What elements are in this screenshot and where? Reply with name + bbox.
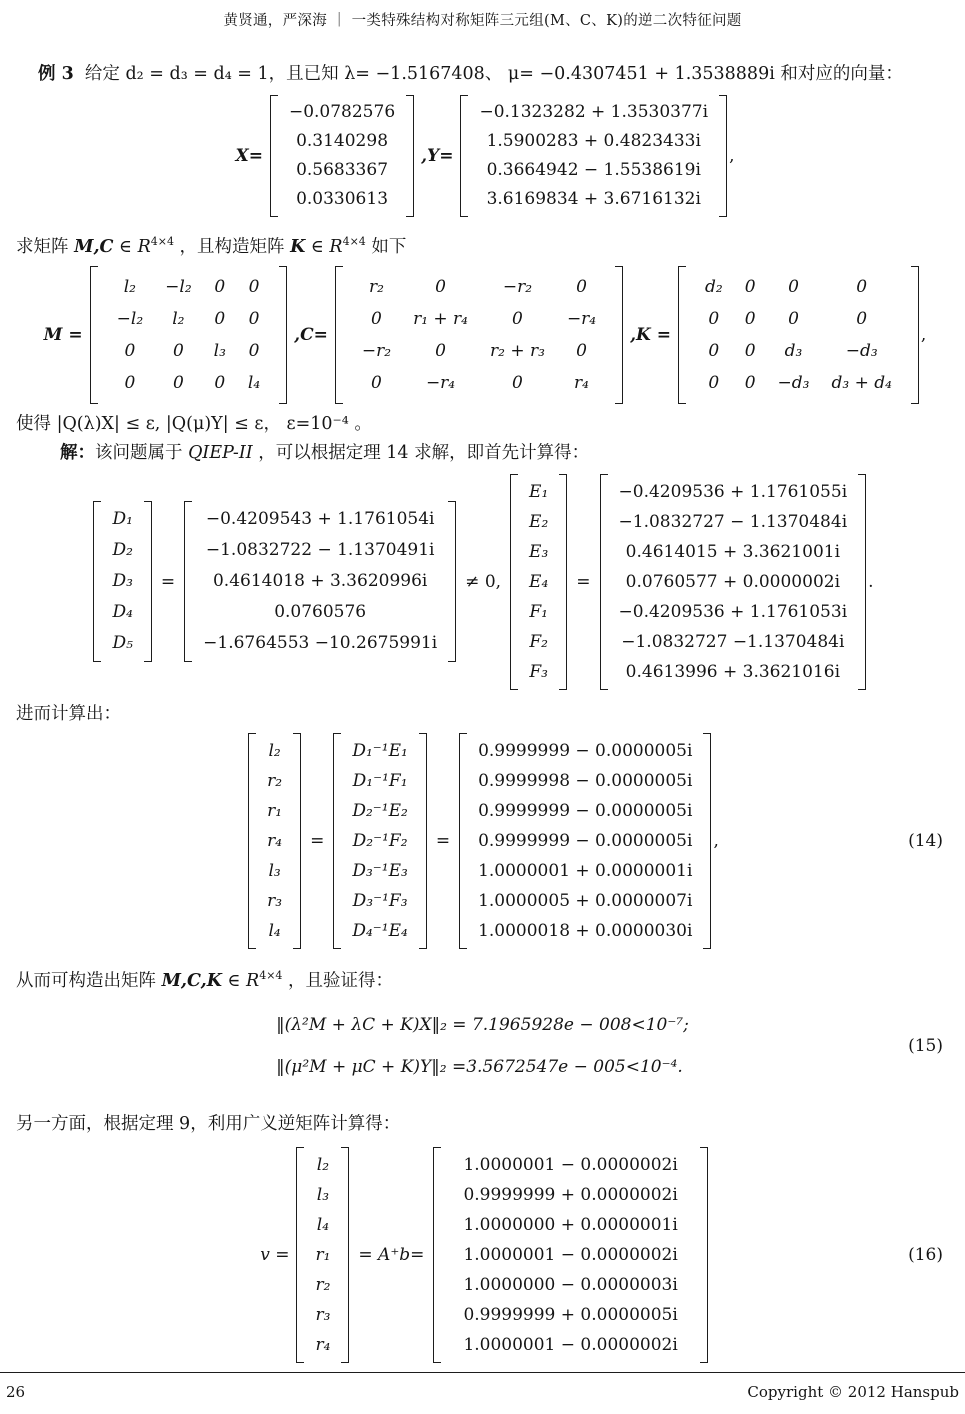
matrix-cell: l₂ — [123, 276, 137, 297]
matrix-cell: 0 — [708, 308, 720, 329]
matrix-cell: l₂ — [268, 740, 281, 761]
matrix-cell: r₁ + r₄ — [413, 308, 468, 329]
example-3-paragraph — [0, 62, 965, 87]
matrix-cell: 0 — [788, 308, 799, 329]
equation-mck-matrices — [0, 266, 965, 404]
matrix-cell: 0.3664942 − 1.5538619i — [486, 160, 701, 180]
equals-sign: = — [576, 571, 591, 592]
matrix-cell: 0.9999999 + 0.0000005i — [463, 1304, 678, 1325]
matrix-cell: 0.0330613 — [296, 189, 389, 209]
equation-tail-comma: , — [729, 146, 735, 166]
text-seg: 从而可构造出矩阵 — [16, 970, 162, 991]
text-seg: ，可以根据定理 14 求解，即首先计算得： — [252, 442, 590, 463]
ef-labels-matrix — [510, 474, 567, 690]
matrix-bracket-left — [90, 266, 98, 404]
matrix-cell: D₂ — [112, 540, 133, 561]
matrix-cell: d₃ — [784, 340, 803, 361]
matrix-cell: −0.4209543 + 1.1761054i — [205, 509, 435, 530]
equals-sign: = — [160, 571, 176, 592]
matrix-cell: 1.0000000 − 0.0000003i — [463, 1274, 678, 1295]
matrix-cell: d₃ + d₄ — [831, 372, 892, 393]
equation-14 — [0, 733, 965, 949]
matrix-cell: D₁⁻¹E₁ — [352, 740, 408, 761]
matrix-bracket-left — [460, 95, 468, 217]
matrix-cell: 0 — [744, 308, 756, 329]
matrix-cell: −r₂ — [361, 340, 392, 361]
matrix-bracket-left — [335, 266, 343, 404]
matrix-bracket-right — [719, 95, 727, 217]
solution-paragraph — [0, 441, 965, 466]
x-vector-lhs: X= — [235, 146, 263, 166]
matrix-cell: 1.0000001 − 0.0000002i — [463, 1154, 678, 1175]
c-matrix-grid — [343, 266, 615, 404]
matrix-cell: D₂⁻¹F₂ — [352, 830, 408, 851]
matrix-cell: F₂ — [529, 631, 548, 652]
matrix-cell: r₄ — [574, 372, 589, 393]
matrix-cell: −1.0832727 −1.1370484i — [621, 631, 845, 652]
example-label: 例 3 — [38, 64, 74, 84]
equation-def-values — [0, 474, 965, 690]
matrix-cell: −r₂ — [502, 276, 533, 297]
copyright-notice: Copyright © 2012 Hanspub — [747, 1383, 959, 1401]
lr-labels-matrix — [248, 733, 301, 949]
matrix-cell: 0.5683367 — [296, 160, 389, 180]
v-labels-column — [304, 1147, 341, 1363]
matrix-cell: r₃ — [315, 1304, 331, 1325]
matrix-bracket-left — [433, 1147, 441, 1363]
k-matrix-grid — [686, 266, 911, 404]
matrix-bracket-right — [700, 1147, 708, 1363]
text-seg: 该问题属于 — [95, 442, 189, 463]
matrix-cell: F₃ — [529, 661, 548, 682]
matrix-cell: −1.6764553 −10.2675991i — [203, 633, 438, 654]
matrix-bracket-right — [559, 474, 567, 690]
y-vector-column — [468, 95, 719, 217]
matrix-cell: 0.0760576 — [274, 602, 367, 623]
matrix-cell: 0 — [214, 372, 226, 393]
matrix-cell: l₄ — [247, 372, 261, 393]
matrix-cell: 0.9999999 − 0.0000005i — [478, 740, 693, 761]
matrix-bracket-left — [270, 95, 278, 217]
superscript-4x4: 4×4 — [342, 235, 366, 248]
matrix-cell: E₃ — [529, 541, 549, 562]
matrix-cell: 1.5900283 + 0.4823433i — [486, 131, 701, 151]
c-matrix — [335, 266, 623, 404]
matrix-cell: 0 — [744, 372, 756, 393]
matrix-cell: r₂ — [315, 1274, 331, 1295]
matrix-cell: 0 — [708, 340, 720, 361]
matrix-cell: 0 — [744, 276, 756, 297]
matrix-cell: −1.0832727 − 1.1370484i — [618, 511, 848, 532]
matrix-cell: 0 — [214, 308, 226, 329]
matrix-cell: 1.0000018 + 0.0000030i — [478, 920, 693, 941]
k-matrix — [678, 266, 919, 404]
not-equal-zero: ≠ 0, — [465, 571, 502, 592]
eq16-values-matrix — [433, 1147, 707, 1363]
x-vector-matrix — [270, 95, 414, 217]
equals-sign: = — [435, 830, 451, 851]
equation-number-14: (14) — [908, 830, 943, 851]
matrix-cell: 1.0000001 − 0.0000002i — [463, 1334, 678, 1355]
equation-tail-comma: , — [920, 324, 927, 345]
matrix-cell: d₂ — [704, 276, 723, 297]
matrix-cell: −0.1323282 + 1.3530377i — [479, 102, 709, 122]
matrix-cell: −l₂ — [116, 308, 144, 329]
matrix-bracket-right — [341, 1147, 349, 1363]
matrix-bracket-left — [600, 474, 608, 690]
matrix-bracket-right — [448, 501, 456, 662]
m-matrix-lhs: M = — [43, 324, 83, 345]
matrix-cell: −1.0832722 − 1.1370491i — [205, 540, 435, 561]
matrix-bracket-left — [459, 733, 467, 949]
matrix-cell: E₄ — [529, 571, 549, 592]
matrix-cell: 0 — [512, 308, 523, 329]
verify-paragraph — [0, 963, 965, 994]
matrix-cell: r₂ — [267, 770, 283, 791]
matrix-cell: 0 — [744, 340, 756, 361]
ef-labels-column — [518, 474, 559, 690]
matrix-cell: 0 — [248, 308, 260, 329]
matrix-cell: 0 — [124, 340, 136, 361]
matrix-cell: 0.0760577 + 0.0000002i — [625, 571, 841, 592]
m-matrix-grid — [98, 266, 280, 404]
matrix-cell: D₃⁻¹F₃ — [352, 890, 408, 911]
matrix-cell: 0 — [576, 340, 587, 361]
superscript-4x4: 4×4 — [150, 235, 174, 248]
de-inverse-matrix — [333, 733, 426, 949]
equation-number-15: (15) — [908, 1035, 943, 1056]
matrix-cell: 1.0000001 − 0.0000002i — [463, 1244, 678, 1265]
text-seg: ，且验证得： — [282, 970, 393, 991]
eq14-values-column — [467, 733, 703, 949]
matrix-cell: F₁ — [529, 601, 548, 622]
matrix-cell: 1.0000001 + 0.0000001i — [478, 860, 693, 881]
matrix-cell: 0.4614015 + 3.3621001i — [625, 541, 841, 562]
matrix-cell: −d₃ — [845, 340, 878, 361]
matrix-cell: −0.0782576 — [288, 102, 396, 122]
text-seg: 如下 — [365, 236, 407, 257]
matrix-cell: 0.9999998 − 0.0000005i — [478, 770, 693, 791]
m-matrix — [90, 266, 288, 404]
matrix-cell: r₄ — [267, 830, 283, 851]
matrix-cell: 0 — [788, 276, 799, 297]
footer-rule — [0, 1372, 965, 1373]
matrix-cell: D₃⁻¹E₃ — [352, 860, 408, 881]
equation-15 — [0, 1004, 965, 1088]
d-labels-matrix — [93, 501, 151, 662]
matrix-cell: 0 — [856, 276, 868, 297]
text-seg: ∈ R — [305, 236, 343, 257]
v-lhs: v = — [260, 1244, 290, 1265]
d-values-matrix — [184, 501, 456, 662]
matrix-cell: 0 — [708, 372, 720, 393]
matrix-cell: 1.0000000 + 0.0000001i — [463, 1214, 678, 1235]
k-matrix-lhs: ,K = — [630, 324, 671, 345]
matrix-cell: r₄ — [315, 1334, 331, 1355]
matrix-cell: E₁ — [529, 481, 549, 502]
matrix-cell: −r₄ — [425, 372, 456, 393]
matrix-bracket-right — [406, 95, 414, 217]
matrix-bracket-right — [911, 266, 919, 404]
matrix-cell: 0 — [248, 276, 260, 297]
text-seg: ∈ R — [221, 970, 260, 991]
x-vector-column — [278, 95, 406, 217]
matrix-bracket-left — [296, 1147, 304, 1363]
running-head — [0, 0, 965, 30]
matrix-bracket-right — [144, 501, 152, 662]
qiep-ii-label: QIEP-II — [188, 442, 253, 463]
matrix-cell: 0 — [248, 340, 260, 361]
matrix-cell: 0 — [856, 308, 868, 329]
eq14-values-matrix — [459, 733, 711, 949]
eq16-values-column — [441, 1147, 699, 1363]
norm-equations-box — [276, 1004, 689, 1088]
c-matrix-lhs: ,C= — [294, 324, 328, 345]
matrix-cell: l₃ — [268, 860, 281, 881]
matrix-cell: −r₄ — [566, 308, 597, 329]
matrix-cell: 0 — [435, 340, 446, 361]
matrix-cell: 0 — [371, 372, 382, 393]
matrix-cell: D₁ — [112, 509, 133, 530]
v-labels-matrix — [296, 1147, 349, 1363]
matrix-cell: D₅ — [112, 633, 133, 654]
d-values-column — [192, 501, 448, 662]
matrix-bracket-left — [93, 501, 101, 662]
matrix-bracket-left — [678, 266, 686, 404]
other-hand-paragraph — [0, 1112, 965, 1137]
condition-text: 使得 |Q(λ)X| ≤ ε, |Q(μ)Y| ≤ ε， ε=10⁻⁴ 。 — [16, 413, 372, 434]
text-seg: 求矩阵 — [16, 236, 75, 257]
matrix-bracket-right — [293, 733, 301, 949]
equation-xy-vectors — [0, 95, 965, 217]
matrix-cell: l₃ — [213, 340, 226, 361]
equation-tail-comma: , — [713, 830, 719, 851]
matrix-cell: 0.9999999 − 0.0000005i — [478, 800, 693, 821]
matrix-bracket-left — [184, 501, 192, 662]
matrix-cell: −l₂ — [165, 276, 192, 297]
matrix-cell: l₃ — [316, 1184, 330, 1205]
equation-tail-period: . — [868, 571, 874, 592]
ef-values-column — [608, 474, 859, 690]
matrix-cell: 0 — [124, 372, 136, 393]
matrix-cell: 0 — [172, 340, 184, 361]
matrix-cell: 0.9999999 + 0.0000002i — [463, 1184, 678, 1205]
matrix-cell: l₂ — [316, 1154, 330, 1175]
lr-labels-column — [256, 733, 293, 949]
matrix-k-symbol: K — [290, 236, 306, 257]
d-labels-column — [101, 501, 143, 662]
text-seg: ∈ R — [113, 236, 151, 257]
matrix-bracket-right — [615, 266, 623, 404]
matrix-cell: 3.6169834 + 3.6716132i — [486, 189, 701, 209]
norm-equation-lambda: ‖(λ²M + λC + K)X‖₂ = 7.1965928e − 008<10⁻⁷; — [276, 1014, 689, 1035]
ef-values-matrix — [600, 474, 867, 690]
matrix-cell: 0 — [172, 372, 184, 393]
matrix-cell: E₂ — [529, 511, 549, 532]
matrix-mc-symbol: M,C — [74, 236, 114, 257]
solution-label: 解： — [60, 442, 95, 463]
page-number: 26 — [6, 1383, 26, 1401]
matrix-bracket-right — [419, 733, 427, 949]
matrix-cell: −0.4209536 + 1.1761053i — [618, 601, 848, 622]
then-compute-paragraph — [0, 702, 965, 727]
superscript-4x4: 4×4 — [259, 968, 283, 982]
matrix-cell: −d₃ — [777, 372, 810, 393]
matrix-cell: 0.3140298 — [296, 131, 389, 151]
matrix-cell: r₁ — [267, 800, 283, 821]
matrix-bracket-left — [510, 474, 518, 690]
matrix-cell: r₂ + r₃ — [490, 340, 545, 361]
matrix-cell: 0 — [512, 372, 523, 393]
matrix-cell: D₄⁻¹E₄ — [352, 920, 408, 941]
de-inverse-column — [341, 733, 418, 949]
matrix-cell: 0 — [214, 276, 226, 297]
matrix-cell: 0.4613996 + 3.3621016i — [625, 661, 841, 682]
matrix-cell: 0 — [576, 276, 587, 297]
norm-equation-mu: ‖(μ²M + μC + K)Y‖₂ =3.5672547e − 005<10⁻⁴. — [276, 1056, 683, 1077]
equation-number-16: (16) — [908, 1244, 943, 1265]
equation-16 — [0, 1147, 965, 1363]
matrix-cell: 0 — [371, 308, 382, 329]
matrix-cell: D₄ — [112, 602, 133, 623]
matrix-cell: l₄ — [316, 1214, 330, 1235]
matrix-cell: D₃ — [112, 571, 133, 592]
matrix-cell: r₂ — [368, 276, 384, 297]
matrix-cell: D₁⁻¹F₁ — [352, 770, 408, 791]
y-vector-matrix — [460, 95, 727, 217]
example-intro-text: 给定 d₂ = d₃ = d₄ = 1，且已知 λ= −1.5167408、 μ= −0.4307451 + 1.3538889i 和对应的向量： — [84, 64, 903, 84]
then-compute-text: 进而计算出： — [16, 703, 121, 724]
matrix-mck-symbol: M,C,K — [161, 970, 222, 991]
matrix-cell: r₁ — [315, 1244, 331, 1265]
matrix-bracket-left — [248, 733, 256, 949]
matrix-bracket-left — [333, 733, 341, 949]
matrix-cell: 0.4614018 + 3.3620996i — [212, 571, 428, 592]
matrix-cell: l₂ — [172, 308, 185, 329]
matrix-bracket-right — [703, 733, 711, 949]
matrix-cell: 0 — [435, 276, 446, 297]
matrix-cell: −0.4209536 + 1.1761055i — [618, 481, 848, 502]
text-seg: ，且构造矩阵 — [173, 236, 291, 257]
running-head-title: 黄贤通，严深海 ｜ 一类特殊结构对称矩阵三元组(M、C、K)的逆二次特征问题 — [223, 13, 742, 29]
y-vector-lhs: ,Y= — [421, 146, 454, 166]
equals-sign: = — [310, 830, 325, 851]
matrix-cell: D₂⁻¹E₂ — [352, 800, 408, 821]
matrix-bracket-right — [858, 474, 866, 690]
a-plus-b-operator: = A⁺b= — [358, 1244, 425, 1265]
other-hand-text: 另一方面，根据定理 9，利用广义逆矩阵计算得： — [16, 1113, 401, 1134]
matrix-cell: 0.9999999 − 0.0000005i — [478, 830, 693, 851]
condition-paragraph — [0, 412, 965, 437]
matrix-cell: l₄ — [268, 920, 281, 941]
matrix-cell: 1.0000005 + 0.0000007i — [478, 890, 693, 911]
construct-mck-paragraph — [0, 229, 965, 260]
matrix-cell: r₃ — [267, 890, 283, 911]
matrix-bracket-right — [279, 266, 287, 404]
